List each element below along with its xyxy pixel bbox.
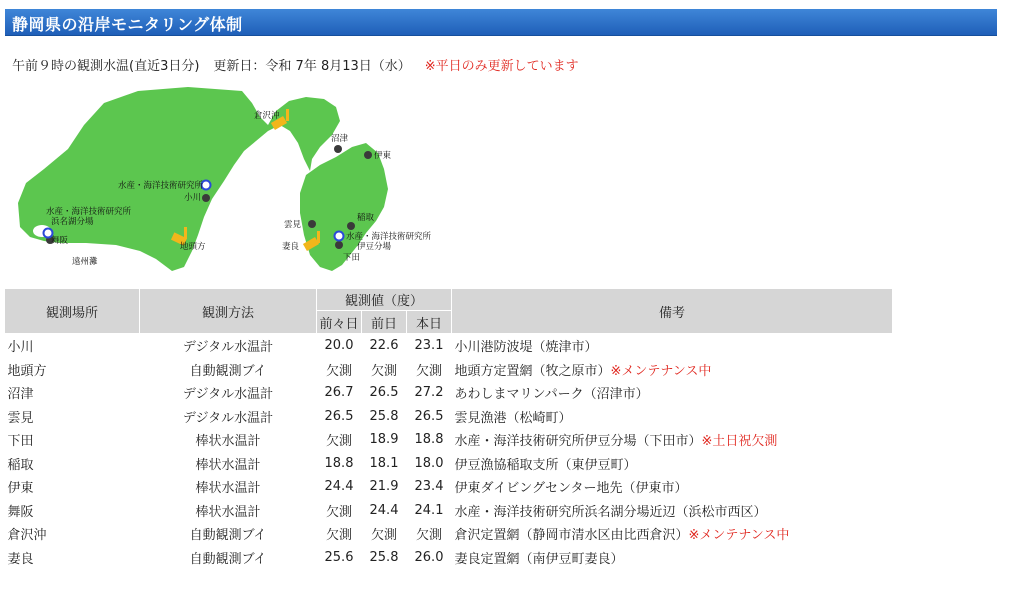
station-inatori-dot: [347, 222, 355, 230]
table-row: [5, 381, 893, 405]
cell-today: 18.0: [414, 455, 444, 471]
cell-method: デジタル水温計: [182, 387, 274, 403]
cell-note: [452, 452, 893, 476]
cell-day-before-yesterday: 25.6: [324, 549, 354, 565]
table-row: [5, 358, 893, 382]
map-label-ogawa: 小川: [184, 193, 202, 203]
cell-yesterday: 25.8: [369, 549, 399, 565]
table-row: [5, 405, 893, 429]
update-line: [12, 55, 579, 74]
map-label-mera: 妻良: [282, 242, 300, 252]
cell-today: 欠測: [415, 363, 442, 379]
map-label-enshu: 遠州灘: [72, 257, 98, 267]
station-ito-dot: [364, 151, 372, 159]
cell-method: 棒状水温計: [195, 504, 261, 520]
header-day-before-yesterday: 前々日: [317, 311, 362, 334]
map-label-suisan: 水産・海洋技術研究所: [118, 181, 204, 191]
cell-method: 棒状水温計: [195, 434, 261, 450]
page-title: 静岡県の沿岸モニタリング体制: [12, 15, 243, 34]
header-value: 観測値（度）: [317, 289, 452, 311]
map-label-numazu: 沼津: [331, 134, 349, 144]
cell-day-before-yesterday: 26.7: [324, 385, 354, 401]
station-numazu-dot: [334, 145, 342, 153]
cell-day-before-yesterday: 20.0: [324, 338, 354, 354]
cell-method: 棒状水温計: [195, 457, 261, 473]
table-row: [5, 499, 893, 523]
map-label-maisaka: 舞阪: [51, 236, 69, 246]
cell-method: 自動観測ブイ: [189, 363, 267, 379]
cell-method: デジタル水温計: [182, 410, 274, 426]
cell-place: 地頭方: [7, 363, 47, 379]
note-text: あわしまマリンパーク（沼津市）: [454, 387, 649, 403]
header-yesterday: 前日: [362, 311, 407, 334]
map-label-jitogata: 地頭方: [180, 242, 206, 252]
cell-today: 26.0: [414, 549, 444, 565]
cell-method: 自動観測ブイ: [189, 528, 267, 544]
cell-today: 24.1: [414, 502, 444, 518]
cell-day-before-yesterday: 26.5: [324, 408, 354, 424]
map-label-kurasawa: 倉沢沖: [254, 111, 280, 121]
coastal-map: [6, 85, 432, 275]
cell-today: 23.4: [414, 479, 444, 495]
note-warning: ※メンテナンス中: [610, 363, 712, 379]
cell-today: 27.2: [414, 385, 444, 401]
map-label-kumomi: 雲見: [284, 220, 302, 230]
note-text: 倉沢定置網（静岡市清水区由比西倉沢）: [454, 528, 689, 544]
header-method: 観測方法: [140, 289, 317, 334]
table-row: [5, 546, 893, 570]
cell-today: 欠測: [415, 528, 442, 544]
note-text: 妻良定置網（南伊豆町妻良）: [454, 551, 624, 567]
table-row: [5, 452, 893, 476]
header-place: 観測場所: [5, 289, 140, 334]
update-date: 更新日：令和 7年 8月13日（水）: [213, 59, 411, 74]
map-label-izu-2: 伊豆分場: [357, 242, 392, 252]
cell-day-before-yesterday: 欠測: [325, 528, 352, 544]
cell-place: 稲取: [7, 457, 34, 473]
note-warning: ※メンテナンス中: [688, 528, 790, 544]
note-text: 雲見漁港（松崎町）: [454, 410, 572, 426]
cell-note: [452, 522, 893, 546]
header-note: 備考: [452, 289, 893, 334]
cell-yesterday: 18.9: [369, 432, 399, 448]
map-label-shimoda: 下田: [343, 253, 361, 263]
observation-label: 午前９時の観測水温(直近3日分): [12, 59, 200, 74]
cell-yesterday: 欠測: [370, 528, 397, 544]
update-notice: ※平日のみ更新しています: [424, 59, 579, 74]
note-warning: ※土日祝欠測: [701, 434, 778, 450]
cell-note: [452, 499, 893, 523]
cell-place: 舞阪: [7, 504, 34, 520]
cell-note: [452, 546, 893, 570]
cell-place: 小川: [7, 340, 34, 356]
cell-today: 18.8: [414, 432, 444, 448]
station-ogawa-dot: [202, 194, 210, 202]
cell-yesterday: 欠測: [370, 363, 397, 379]
cell-day-before-yesterday: 18.8: [324, 455, 354, 471]
cell-yesterday: 22.6: [369, 338, 399, 354]
cell-note: [452, 334, 893, 358]
cell-method: デジタル水温計: [182, 340, 274, 356]
cell-day-before-yesterday: 欠測: [325, 434, 352, 450]
note-text: 伊東ダイビングセンター地先（伊東市）: [454, 481, 688, 497]
cell-method: 棒状水温計: [195, 481, 261, 497]
station-kumomi-dot: [308, 220, 316, 228]
cell-day-before-yesterday: 欠測: [325, 504, 352, 520]
cell-yesterday: 18.1: [369, 455, 399, 471]
table-row: [5, 475, 893, 499]
note-text: 地頭方定置網（牧之原市）: [454, 363, 611, 379]
cell-place: 雲見: [7, 410, 34, 426]
cell-day-before-yesterday: 24.4: [324, 479, 354, 495]
cell-yesterday: 24.4: [369, 502, 399, 518]
map-svg: [6, 85, 416, 275]
cell-note: [452, 405, 893, 429]
cell-yesterday: 26.5: [369, 385, 399, 401]
table-row: [5, 428, 893, 452]
note-text: 小川港防波堤（焼津市）: [454, 340, 598, 356]
cell-yesterday: 21.9: [369, 479, 399, 495]
table-row: [5, 334, 893, 358]
lab-izu-marker: [335, 232, 344, 241]
map-label-hamana-2: 浜名湖分場: [51, 217, 94, 227]
cell-method: 自動観測ブイ: [189, 551, 267, 567]
page-header: [5, 9, 997, 36]
observation-table: [4, 288, 893, 569]
cell-note: [452, 475, 893, 499]
cell-day-before-yesterday: 欠測: [325, 363, 352, 379]
header-today: 本日: [407, 311, 452, 334]
cell-place: 妻良: [7, 551, 34, 567]
station-shimoda-dot: [335, 241, 343, 249]
map-label-ito: 伊東: [374, 151, 392, 161]
cell-today: 26.5: [414, 408, 444, 424]
map-label-izu-1: 水産・海洋技術研究所: [346, 232, 432, 242]
cell-today: 23.1: [414, 338, 444, 354]
cell-place: 沼津: [7, 387, 34, 403]
cell-place: 下田: [7, 434, 34, 450]
note-text: 伊豆漁協稲取支所（東伊豆町）: [454, 457, 637, 473]
cell-note: [452, 381, 893, 405]
cell-place: 伊東: [7, 481, 34, 497]
note-text: 水産・海洋技術研究所浜名湖分場近辺（浜松市西区）: [454, 504, 767, 520]
cell-place: 倉沢沖: [7, 528, 47, 544]
table-row: [5, 522, 893, 546]
cell-yesterday: 25.8: [369, 408, 399, 424]
map-label-hamana-1: 水産・海洋技術研究所: [46, 207, 132, 217]
note-text: 水産・海洋技術研究所伊豆分場（下田市）: [454, 434, 702, 450]
cell-note: [452, 358, 893, 382]
map-label-inatori: 稲取: [357, 213, 375, 223]
cell-note: [452, 428, 893, 452]
